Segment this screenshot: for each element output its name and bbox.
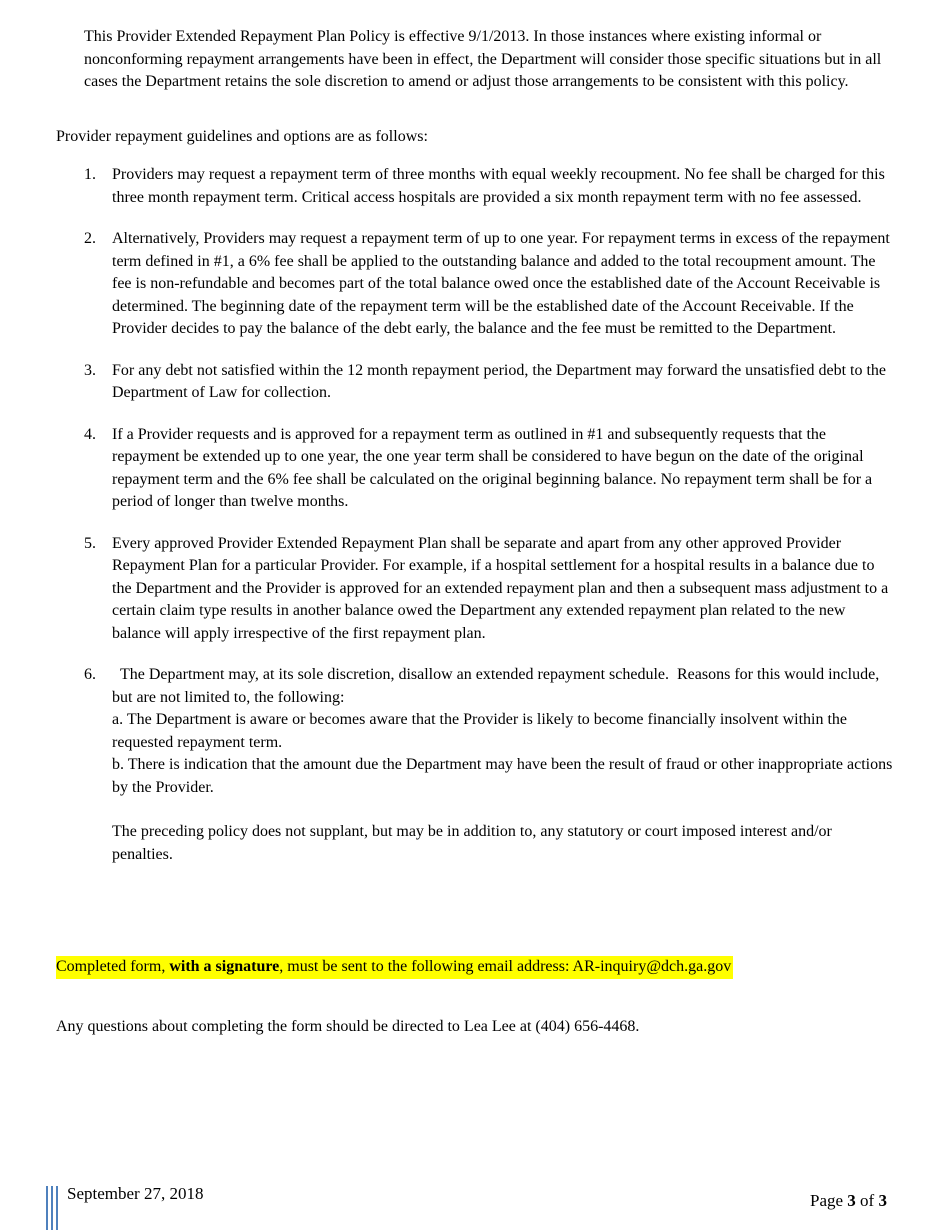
list-item-text: Providers may request a repayment term of three months with equal weekly recoupment. No fee shall be charged for this three month repayment term. Critical access hospitals are provided a six month repayment term with no fee assessed. — [112, 166, 885, 206]
page-label: Page — [810, 1191, 848, 1210]
sub-item-a: a. The Department is aware or becomes aware that the Provider is likely to become financially insolvent within the requested repayment term. — [112, 711, 848, 751]
footer-bar — [46, 1186, 48, 1230]
list-item-text: Alternatively, Providers may request a repayment term of up to one year. For repayment terms in excess of the repayment term defined in #1, a 6% fee shall be applied to the outstanding balance and added to the total recoupment amount. The fee is non-refundable and becomes part of the total balance owed once the established date of the Account Receivable is determined. The beginning date of the repayment term will be the established date of the Account Receivable. If the Provider decides to pay the balance of the debt early, the balance and the fee must be remitted to the Department. — [112, 230, 890, 337]
list-item-number: 1. — [84, 166, 96, 183]
footer-bar — [56, 1186, 58, 1230]
policy-note: The preceding policy does not supplant, but may be in addition to, any statutory or court imposed interest and/or penalties. — [112, 823, 832, 863]
list-item-number: 6. — [84, 666, 96, 683]
footer-date: September 27, 2018 — [67, 1184, 204, 1203]
submit-instructions-highlight — [56, 956, 733, 979]
list-item-number: 5. — [84, 534, 96, 552]
list-item-number: 2. — [84, 230, 96, 247]
footer-bar — [51, 1186, 53, 1230]
questions-contact: Any questions about completing the form should be directed to Lea Lee at (404) 656-4468. — [56, 1018, 640, 1035]
guidelines-list — [56, 164, 896, 885]
list-item-number: 3. — [84, 361, 96, 379]
policy-intro-paragraph: This Provider Extended Repayment Plan Policy is effective 9/1/2013. In those instances where existing informal or nonconforming repayment arrangements have been in effect, the Department will consider those specific situations but in all cases the Department retains the sole discretion to amend or adjust those arrangements to be consistent with this policy. — [84, 28, 882, 90]
footer-page-number — [810, 1190, 887, 1213]
list-item — [56, 533, 896, 646]
list-item — [56, 424, 896, 514]
list-item-text: If a Provider requests and is approved for a repayment term as outlined in #1 and subsequently requests that the repayment be extended up to one year, the one year term shall be considered to have begun on the date of the original repayment term and the 6% fee shall be calculated on the original beginning balance. No repayment term shall be for a period of longer than twelve months. — [112, 425, 873, 510]
list-item — [56, 164, 896, 209]
submit-prefix: Completed form, — [56, 958, 170, 975]
page-total: 3 — [878, 1191, 887, 1210]
list-item-text: The Department may, at its sole discretion, disallow an extended repayment schedule. Reasons for this would include, but are not limited to, the following: — [112, 666, 884, 706]
page-current: 3 — [847, 1191, 856, 1210]
list-item-number: 4. — [84, 425, 96, 443]
list-item-text: For any debt not satisfied within the 12 month repayment period, the Department may forward the unsatisfied debt to the Department of Law for collection. — [112, 361, 887, 401]
guidelines-heading: Provider repayment guidelines and options are as follows: — [56, 128, 428, 145]
submit-email-text: , must be sent to the following email address: AR-inquiry@dch.ga.gov — [279, 958, 732, 975]
list-item-text: Every approved Provider Extended Repayment Plan shall be separate and apart from any other approved Provider Repayment Plan for a particular Provider. For example, if a hospital settlement for a hospital results in a balance due to the Department and the Provider is approved for an extended repayment plan and then a subsequent mass adjustment to a certain claim type results in another balance owed the Department any extended repayment plan related to the new balance will apply irrespective of the first repayment plan. — [112, 534, 889, 642]
sub-item-b: b. There is indication that the amount due the Department may have been the result of fraud or other inappropriate actions by the Provider. — [112, 756, 893, 796]
list-item — [56, 228, 896, 341]
footer-accent-bars — [46, 1186, 60, 1230]
page-of: of — [855, 1191, 879, 1210]
list-item — [56, 360, 896, 405]
list-item — [56, 664, 896, 866]
submit-signature-emphasis: with a signature — [169, 958, 280, 975]
